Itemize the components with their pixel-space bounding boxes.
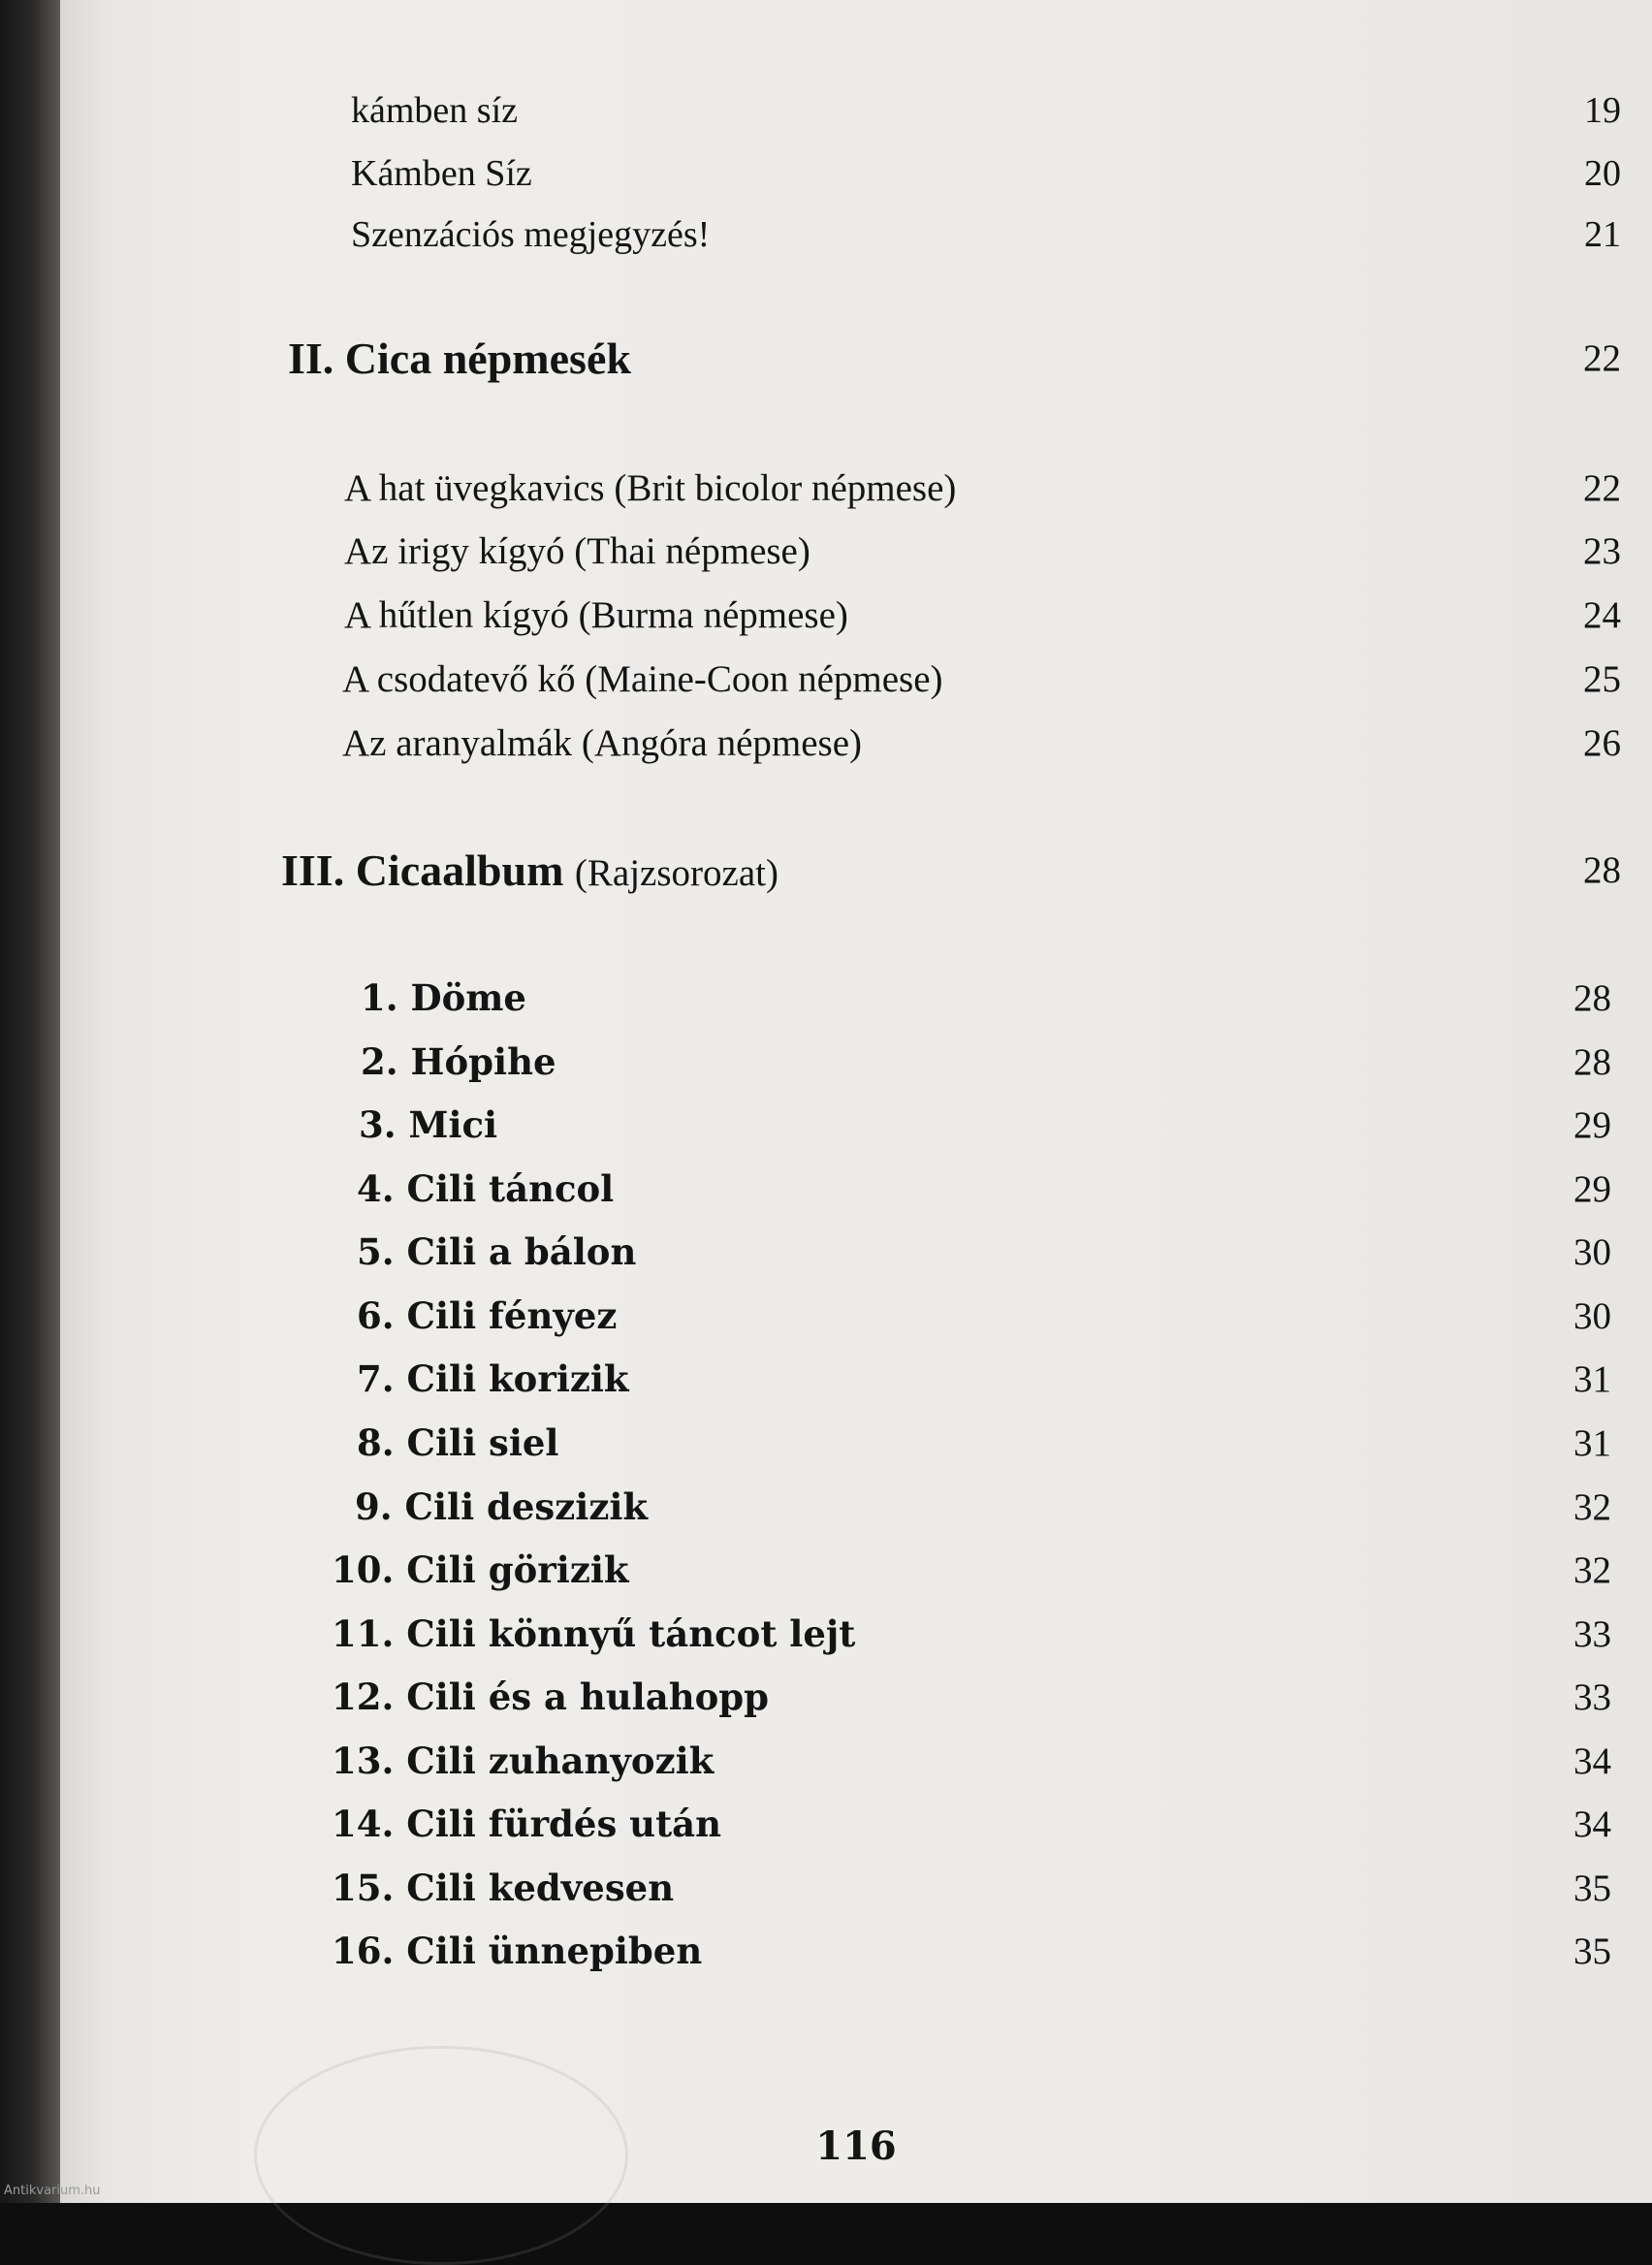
- toc-entry-title: A csodatevő kő (Maine-Coon népmese): [342, 657, 943, 700]
- album-entry-title: 11. Cili könnyű táncot lejt: [332, 1612, 856, 1655]
- album-entry-page: 35: [1573, 1866, 1611, 1909]
- album-entry-title: 1. Döme: [361, 976, 526, 1019]
- album-entry: [332, 1606, 1611, 1662]
- album-entry: [332, 1923, 1611, 1979]
- toc-entry-page: 19: [1584, 90, 1621, 131]
- album-entry: [332, 1733, 1611, 1789]
- album-entry-page: 28: [1573, 976, 1611, 1019]
- album-entry-page: 29: [1573, 1103, 1611, 1146]
- album-entry-title: 10. Cili görizik: [332, 1548, 629, 1591]
- album-entry-title: 14. Cili fürdés után: [332, 1802, 722, 1845]
- album-entry-page: 32: [1573, 1548, 1611, 1591]
- album-entry: [357, 1351, 1611, 1407]
- album-entry-title: 6. Cili fényez: [357, 1294, 618, 1337]
- section-title-wrap: [281, 845, 778, 896]
- album-entry-title: 2. Hópihe: [361, 1040, 556, 1083]
- toc-entry-page: 23: [1583, 529, 1621, 572]
- toc-entry: [351, 145, 1621, 202]
- album-entry-page: 35: [1573, 1930, 1611, 1972]
- toc-entry-title: Szenzációs megjegyzés!: [351, 214, 711, 255]
- section-subtitle: (Rajzsorozat): [574, 851, 778, 894]
- watermark: Antikvarium.hu: [4, 2184, 101, 2198]
- toc-entry-page: 26: [1583, 721, 1621, 764]
- album-entry: [332, 1796, 1611, 1852]
- album-entry: [357, 1288, 1611, 1344]
- toc-entry-page: 21: [1584, 214, 1621, 255]
- album-entry-page: 34: [1573, 1739, 1611, 1782]
- section-page: 22: [1583, 336, 1621, 379]
- album-entry-page: 31: [1573, 1421, 1611, 1464]
- album-entry: [361, 1034, 1611, 1090]
- toc-entry: [351, 207, 1621, 263]
- album-entry-page: 29: [1573, 1167, 1611, 1210]
- album-entry-title: 16. Cili ünnepiben: [332, 1930, 703, 1972]
- toc-entry-title: Az irigy kígyó (Thai népmese): [344, 529, 810, 572]
- toc-entry-title: A hűtlen kígyó (Burma népmese): [344, 593, 848, 636]
- page-number: 116: [815, 2123, 897, 2169]
- toc-entry-page: 25: [1583, 657, 1621, 700]
- album-entry-title: 13. Cili zuhanyozik: [332, 1739, 715, 1782]
- book-page: [60, 0, 1652, 2203]
- album-entry-page: 34: [1573, 1802, 1611, 1845]
- toc-entry: [351, 82, 1621, 139]
- toc-entry-title: kámben síz: [351, 90, 519, 131]
- book-spine-shadow: [0, 0, 60, 2203]
- album-entry: [359, 1097, 1611, 1153]
- album-entry: [357, 1224, 1611, 1280]
- toc-entry: [342, 651, 1621, 707]
- toc-entry-title: A hat üvegkavics (Brit bicolor népmese): [344, 466, 957, 509]
- toc-entry-title: Kámben Síz: [351, 153, 532, 194]
- album-entry: [332, 1860, 1611, 1916]
- album-entry-page: 33: [1573, 1612, 1611, 1655]
- album-entry-title: 5. Cili a bálon: [357, 1230, 637, 1273]
- album-entry-title: 9. Cili deszizik: [355, 1485, 649, 1528]
- toc-entry-page: 24: [1583, 593, 1621, 636]
- album-entry-page: 32: [1573, 1485, 1611, 1528]
- toc-entry: [344, 460, 1621, 516]
- album-entry-title: 3. Mici: [359, 1103, 498, 1146]
- section-title: II. Cica népmesék: [288, 333, 631, 383]
- toc-entry-page: 22: [1583, 466, 1621, 509]
- album-entry-page: 30: [1573, 1230, 1611, 1273]
- section-page: 28: [1583, 848, 1621, 891]
- toc-section-heading: [288, 330, 1621, 386]
- album-entry-page: 31: [1573, 1357, 1611, 1400]
- toc-entry: [344, 587, 1621, 643]
- toc-entry-title: Az aranyalmák (Angóra népmese): [342, 721, 863, 764]
- album-entry-title: 7. Cili korizik: [357, 1357, 629, 1400]
- album-entry-page: 30: [1573, 1294, 1611, 1337]
- album-entry-page: 28: [1573, 1040, 1611, 1083]
- album-entry: [355, 1479, 1611, 1535]
- album-entry-title: 12. Cili és a hulahopp: [332, 1675, 770, 1718]
- toc-entry: [344, 523, 1621, 579]
- section-title: III. Cicaalbum: [281, 845, 564, 895]
- toc-entry: [342, 715, 1621, 771]
- toc-section-heading: [281, 842, 1621, 898]
- album-entry: [361, 970, 1611, 1026]
- album-entry-title: 15. Cili kedvesen: [332, 1866, 675, 1909]
- album-entry: [332, 1542, 1611, 1598]
- album-entry-title: 8. Cili siel: [357, 1421, 559, 1464]
- album-entry-page: 33: [1573, 1675, 1611, 1718]
- album-entry: [357, 1415, 1611, 1471]
- album-entry: [332, 1669, 1611, 1725]
- album-entry: [357, 1161, 1611, 1217]
- album-entry-title: 4. Cili táncol: [357, 1167, 615, 1210]
- toc-entry-page: 20: [1584, 153, 1621, 194]
